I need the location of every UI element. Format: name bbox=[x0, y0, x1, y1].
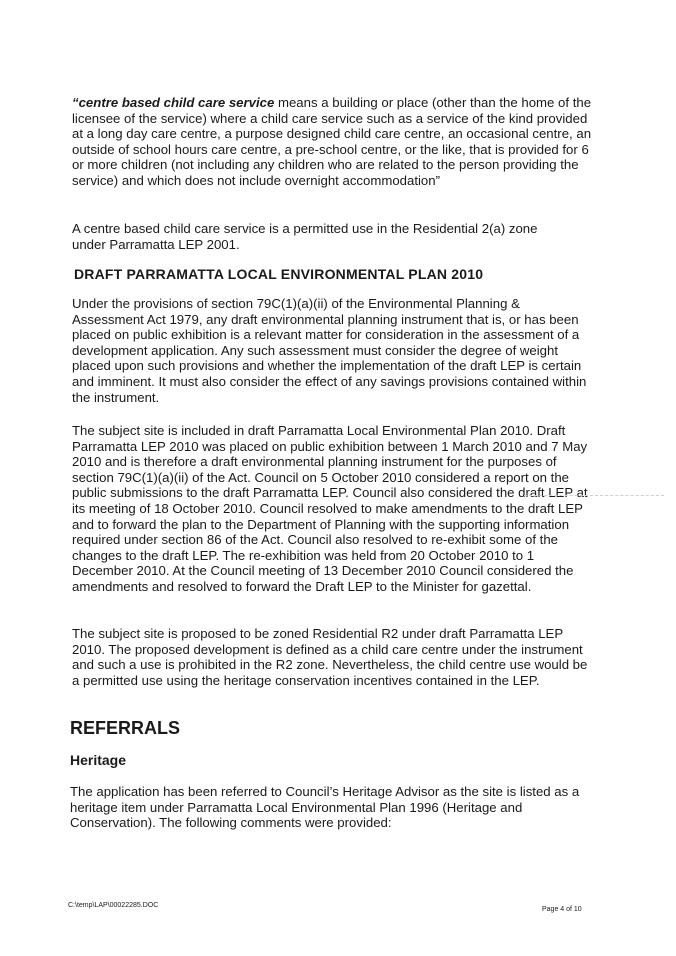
definition-paragraph bbox=[72, 95, 592, 189]
zoning-paragraph: The subject site is proposed to be zoned Residential R2 under draft Parramatta LEP 2010. The proposed development is defined as a child care centre under the instrument and such a use is prohibited in the R2 zone. Nevertheless, the child centre use would be a permitted use using the heritage conservation incentives contained in the LEP. bbox=[72, 626, 588, 688]
definition-term: “centre based child care service bbox=[72, 95, 275, 110]
definition-text: means a building or place (other than the home of the licensee of the service) where a child care service such as a service of the kind provided at a long day care centre, a purpose designed child care centre, an occasional centre, an outside of school hours care centre, a pre-school centre, or the like, that is provided for 6 or more children (not including any children who are related to the person providing the service) and which does not include overnight accommodation” bbox=[72, 95, 592, 188]
subject-site-paragraph: The subject site is included in draft Parramatta Local Environmental Plan 2010. Draft Parramatta LEP 2010 was placed on public exhibition between 1 March 2010 and 7 May 2010 and is therefore a draft environmental planning instrument for the purposes of section 79C(1)(a)(ii) of the Act. Council on 5 October 2010 considered a report on the public submissions to the draft Parramatta LEP. Council also considered the draft LEP at its meeting of 18 October 2010. Council resolved to make amendments to the draft LEP and to forward the plan to the Department of Planning with the supporting information required under section 86 of the Act. Council also resolved to re-exhibit some of the changes to the draft LEP. The re-exhibition was held from 20 October 2010 to 1 December 2010. At the Council meeting of 13 December 2010 Council considered the amendments and resolved to forward the Draft LEP to the Minister for gazettal. bbox=[72, 423, 588, 594]
referrals-heading: REFERRALS bbox=[70, 718, 181, 738]
footer-page-number: Page 4 of 10 bbox=[542, 906, 582, 913]
draft-lep-heading: DRAFT PARRAMATTA LOCAL ENVIRONMENTAL PLAN 2010 bbox=[74, 266, 484, 282]
scan-artifact-line bbox=[524, 495, 664, 496]
heritage-heading: Heritage bbox=[70, 752, 127, 768]
heritage-paragraph: The application has been referred to Council’s Heritage Advisor as the site is listed as a heritage item under Parramatta Local Environmental Plan 1996 (Heritage and Conservation). The following comments were provided: bbox=[70, 784, 580, 831]
provisions-paragraph: Under the provisions of section 79C(1)(a)(ii) of the Environmental Planning & Assessment Act 1979, any draft environmental planning instrument that is, or has been placed on public exhibition is a relevant matter for consideration in the assessment of a development application. Any such assessment must consider the degree of weight placed upon such provisions and whether the implementation of the draft LEP is certain and imminent. It must also consider the effect of any savings provisions contained within the instrument. bbox=[72, 296, 587, 405]
footer-file-path: C:\temp\LAP\00022285.DOC bbox=[68, 902, 159, 909]
permitted-use-paragraph: A centre based child care service is a permitted use in the Residential 2(a) zone under Parramatta LEP 2001. bbox=[72, 221, 538, 252]
